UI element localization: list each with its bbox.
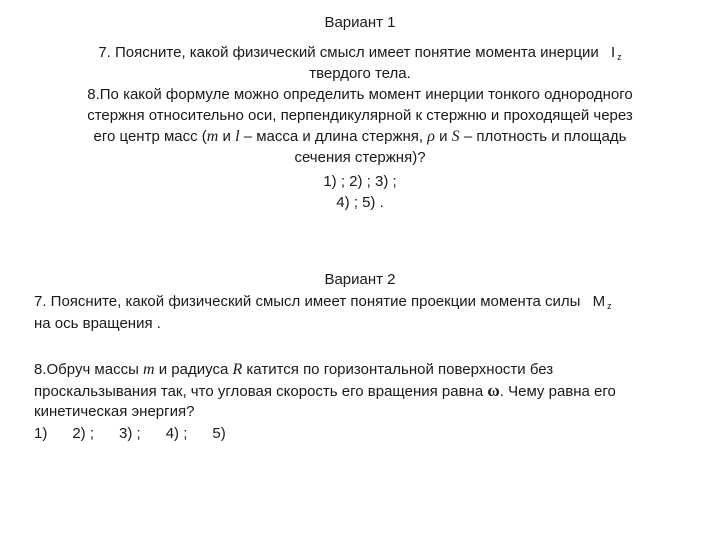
variant2-options: 1) 2) ; 3) ; 4) ; 5) bbox=[34, 425, 226, 442]
variant1-options-line1: 1) ; 2) ; 3) ; bbox=[323, 173, 397, 190]
variant2-q8-line3: кинетическая энергия? bbox=[34, 403, 195, 420]
radius-symbol: R bbox=[232, 361, 243, 378]
variant1-q8-line1: 8.По какой формуле можно определить момент инерции тонкого однородного bbox=[87, 86, 633, 103]
mass-symbol: m bbox=[206, 128, 219, 145]
variant1-q8-line3: его центр масс (m и l – масса и длина стержня, ρ и S – плотность и площадь bbox=[93, 128, 627, 145]
moment-symbol: M $_z$ bbox=[592, 293, 612, 311]
inertia-symbol: I $_z$ bbox=[611, 44, 622, 62]
moment-symbol-subscript: z bbox=[607, 301, 612, 311]
variant1-q8-line4: сечения стержня)? bbox=[294, 149, 426, 166]
variant1-q7-line2: твердого тела. bbox=[309, 65, 411, 82]
variant1-options-line2: 4) ; 5) . bbox=[336, 194, 384, 211]
variant2-title: Вариант 2 bbox=[324, 271, 396, 288]
variant2-q7-text: 7. Поясните, какой физический смысл имеет понятие проекции момента силы bbox=[34, 293, 581, 310]
variant1-title: Вариант 1 bbox=[324, 14, 396, 31]
length-symbol: l bbox=[235, 128, 240, 145]
area-symbol: S bbox=[451, 128, 460, 145]
mass-symbol: m bbox=[143, 361, 155, 378]
variant2-q8-line2: проскальзывания так, что угловая скорость его вращения равна ω. Чему равна его bbox=[34, 381, 616, 400]
omega-symbol: ω bbox=[487, 381, 500, 400]
variant2-q8-line1: 8.Обруч массы m и радиуса R катится по горизонтальной поверхности без bbox=[34, 361, 554, 378]
variant1-q8-line2: стержня относительно оси, перпендикулярной к стержню и проходящей через bbox=[87, 107, 633, 124]
density-symbol: ρ bbox=[427, 128, 435, 145]
variant2-q7-line2: на ось вращения . bbox=[34, 315, 161, 332]
inertia-symbol-subscript: z bbox=[617, 52, 622, 62]
variant1-q7-text: 7. Поясните, какой физический смысл имеет понятие момента инерции bbox=[98, 44, 599, 61]
